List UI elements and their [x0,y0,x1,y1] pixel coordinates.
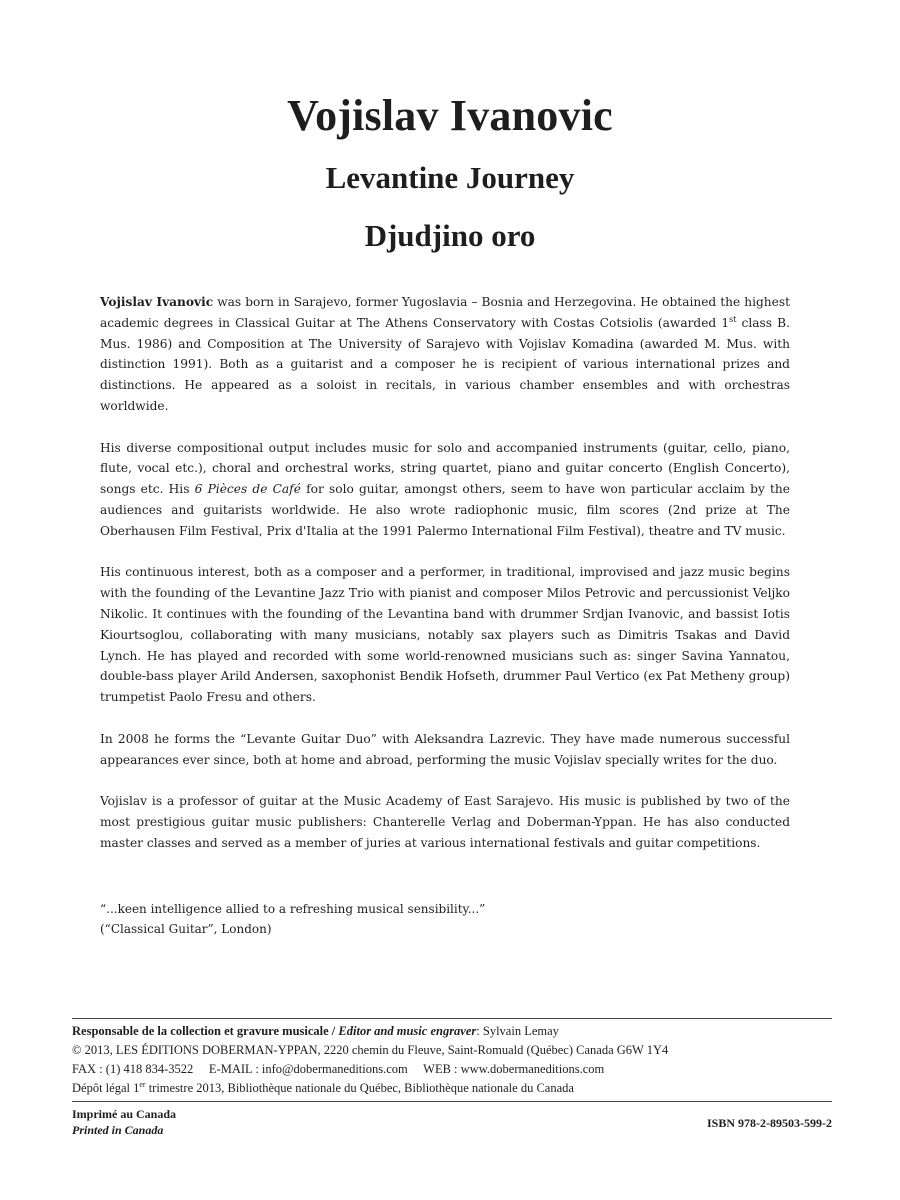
bio-p2-text-b: for solo guitar, amongst others, seem to have won particular acclaim by the audiences and guitarists worldwide. He also wrote radiophonic music, film scores (2nd prize at The Oberhausen Film Festival, Prix d'Italia at the 1991 Palermo International Film Festival), theatre and TV music. [100,482,790,538]
press-quote [100,899,700,939]
editor-name: : Sylvain Lemay [476,1024,559,1038]
quote-source: (“Classical Guitar”, London) [100,922,272,936]
quote-text: “...keen intelligence allied to a refreshing musical sensibility...” [100,902,486,916]
bio-paragraph-5: Vojislav is a professor of guitar at the Music Academy of East Sarajevo. His music is published by two of the most prestigious guitar music publishers: Chanterelle Verlag and Doberman-Yppan. He has also conducted master classes and served as a member of juries at various international festivals and guitar competitions. [100,794,790,850]
copyright-line: © 2013, LES ÉDITIONS DOBERMAN-YPPAN, 2220 chemin du Fleuve, Saint-Romuald (Québec) Canada G6W 1Y4 [72,1043,669,1057]
bio-p2-text-a: His diverse compositional output includes music for solo and accompanied instruments (guitar, cello, piano, flute, vocal etc.), choral and orchestral works, string quartet, piano and guitar concerto (English Concerto), songs etc. His [100,440,790,497]
bio-paragraph-1 [100,292,790,417]
editor-label-en: Editor and music engraver [338,1024,477,1038]
publisher-credits [72,1022,832,1098]
collection-title: Levantine Journey [325,160,575,195]
divider-bottom [72,1101,832,1102]
bio-paragraph-2 [100,438,790,542]
legal-text-a: Dépôt légal 1 [72,1081,140,1095]
printed-fr: Imprimé au Canada [72,1107,177,1121]
composer-name: Vojislav Ivanovic [287,91,613,140]
piece-title: Djudjino oro [364,218,536,253]
legal-sup: er [139,1079,146,1089]
bio-p1-text-a: was born in Sarajevo, former Yugoslavia – Bosnia and Herzegovina. He obtained the highest academic degrees in Classical Guitar at The Athens Conservatory with Costas Cotsiolis (awarded 1 [100,295,790,330]
bio-p1-text-b: class B. Mus. 1986) and Composition at The University of Sarajevo with Vojislav Komadina (awarded M. Mus. with distinction 1991). Both as a guitarist and a composer he is recipient of various international prizes and distinctions. He appeared as a soloist in recitals, in various chamber ensembles and with orchestras worldwide. [100,315,790,413]
bio-p2-italic: 6 Pièces de Café [194,482,301,497]
editor-label: Responsable de la collection et gravure musicale / [72,1024,339,1038]
divider-top [72,1018,832,1019]
bio-paragraph-3: His continuous interest, both as a composer and a performer, in traditional, improvised and jazz music begins with the founding of the Levantine Jazz Trio with pianist and composer Milos Petrovic and percussionist Veljko Nikolic. It continues with the founding of the Levantina band with drummer Srdjan Ivanovic, and bassist Iotis Kiourtsoglou, collaborating with many musicians, notably sax players such as Dimitris Tsakas and David Lynch. He has played and recorded with some world-renowned musicians such as: singer Savina Yannatou, double-bass player Arild Andersen, saxophonist Bendik Hofseth, drummer Paul Vertico (ex Pat Metheny group) trumpetist Paolo Fresu and others. [100,565,790,705]
legal-deposit-line [72,1079,832,1098]
bio-paragraph-4: In 2008 he forms the “Levante Guitar Duo” with Aleksandra Lazrevic. They have made numerous successful appearances ever since, both at home and abroad, performing the music Vojislav specially writes for the duo. [100,731,790,767]
printed-en: Printed in Canada [72,1123,164,1137]
bio-p1-sup: st [729,314,737,324]
printed-in [72,1106,176,1138]
editor-line [72,1022,832,1041]
isbn: ISBN 978-2-89503-599-2 [707,1116,832,1130]
contact-line: FAX : (1) 418 834-3522 E-MAIL : info@dobermaneditions.com WEB : www.dobermaneditions.com [72,1062,605,1076]
legal-text-b: trimestre 2013, Bibliothèque nationale du Québec, Bibliothèque nationale du Canada [145,1081,574,1095]
biography [100,292,790,874]
bio-name: Vojislav Ivanovic [100,295,214,309]
